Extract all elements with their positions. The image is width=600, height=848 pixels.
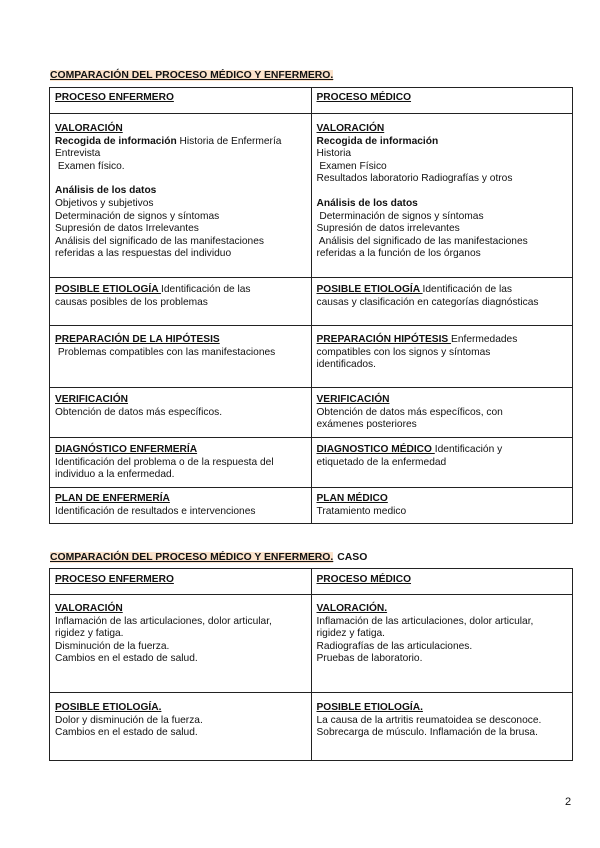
cell-diagnostico-medico: DIAGNOSTICO MÉDICO Identificación y etiquetado de la enfermedad	[311, 438, 573, 488]
cell-plan-medico: PLAN MÉDICO Tratamiento medico	[311, 488, 573, 524]
table-header-row	[50, 569, 573, 595]
cell-verificacion-medico: VERIFICACIÓN Obtención de datos más específicos, con exámenes posteriores	[311, 388, 573, 438]
cell-hipotesis-medico: PREPARACIÓN HIPÓTESIS Enfermedades compatibles con los signos y síntomas identificados.	[311, 326, 573, 388]
cell-valoracion-medico: VALORACIÓN Recogida de información Historia Examen Físico Resultados laboratorio Radiografías y otros Análisis de los datos Determinación de signos y síntomas Supresión de datos irrelevantes Análisis del significado de las manifestaciones referidas a la función de los órganos	[311, 114, 573, 278]
cell-valoracion-enfermero: VALORACIÓN Inflamación de las articulaciones, dolor articular, rigidez y fatiga. Disminución de la fuerza. Cambios en el estado de salud.	[50, 595, 312, 693]
comparison-table-1	[49, 87, 573, 524]
cell-etiologia-medico: POSIBLE ETIOLOGÍA. La causa de la artritis reumatoidea se desconoce. Sobrecarga de músculo. Inflamación de la brusa.	[311, 693, 573, 761]
cell-plan-enfermero: PLAN DE ENFERMERÍA Identificación de resultados e intervenciones	[50, 488, 312, 524]
col-header-medico: PROCESO MÉDICO	[311, 569, 573, 595]
table-row-valoracion	[50, 114, 573, 278]
cell-verificacion-enfermero: VERIFICACIÓN Obtención de datos más específicos.	[50, 388, 312, 438]
col-header-enfermero: PROCESO ENFERMERO	[50, 88, 312, 114]
cell-etiologia-enfermero: POSIBLE ETIOLOGÍA Identificación de las causas posibles de los problemas	[50, 278, 312, 326]
cell-etiologia-enfermero: POSIBLE ETIOLOGÍA. Dolor y disminución de la fuerza. Cambios en el estado de salud.	[50, 693, 312, 761]
cell-diagnostico-enfermero: DIAGNÓSTICO ENFERMERÍA Identificación del problema o de la respuesta del individuo a la enfermedad.	[50, 438, 312, 488]
col-header-enfermero: PROCESO ENFERMERO	[50, 569, 312, 595]
cell-valoracion-enfermero: VALORACIÓN Recogida de información Historia de Enfermería Entrevista Examen físico. Análisis de los datos Objetivos y subjetivos Determinación de signos y síntomas Supresión de datos Irrelevantes Análisis del significado de las manifestaciones referidas a las respuestas del individuo	[50, 114, 312, 278]
table-row-verificacion	[50, 388, 573, 438]
page-number: 2	[565, 796, 572, 808]
table-row-plan	[50, 488, 573, 524]
section1-title: COMPARACIÓN DEL PROCESO MÉDICO Y ENFERMERO.	[50, 70, 334, 81]
cell-valoracion-medico: VALORACIÓN. Inflamación de las articulaciones, dolor articular, rigidez y fatiga. Radiografías de las articulaciones. Pruebas de laboratorio.	[311, 595, 573, 693]
table-row-etiologia	[50, 278, 573, 326]
col-header-medico: PROCESO MÉDICO	[311, 88, 573, 114]
comparison-table-2	[49, 568, 573, 761]
table-row-hipotesis	[50, 326, 573, 388]
table-row-valoracion	[50, 595, 573, 693]
table-row-etiologia	[50, 693, 573, 761]
section2-title: COMPARACIÓN DEL PROCESO MÉDICO Y ENFERMERO. CASO	[50, 552, 368, 563]
table-row-diagnostico	[50, 438, 573, 488]
cell-etiologia-medico: POSIBLE ETIOLOGÍA Identificación de las causas y clasificación en categorías diagnósticas	[311, 278, 573, 326]
table-header-row	[50, 88, 573, 114]
cell-hipotesis-enfermero: PREPARACIÓN DE LA HIPÓTESIS Problemas compatibles con las manifestaciones	[50, 326, 312, 388]
